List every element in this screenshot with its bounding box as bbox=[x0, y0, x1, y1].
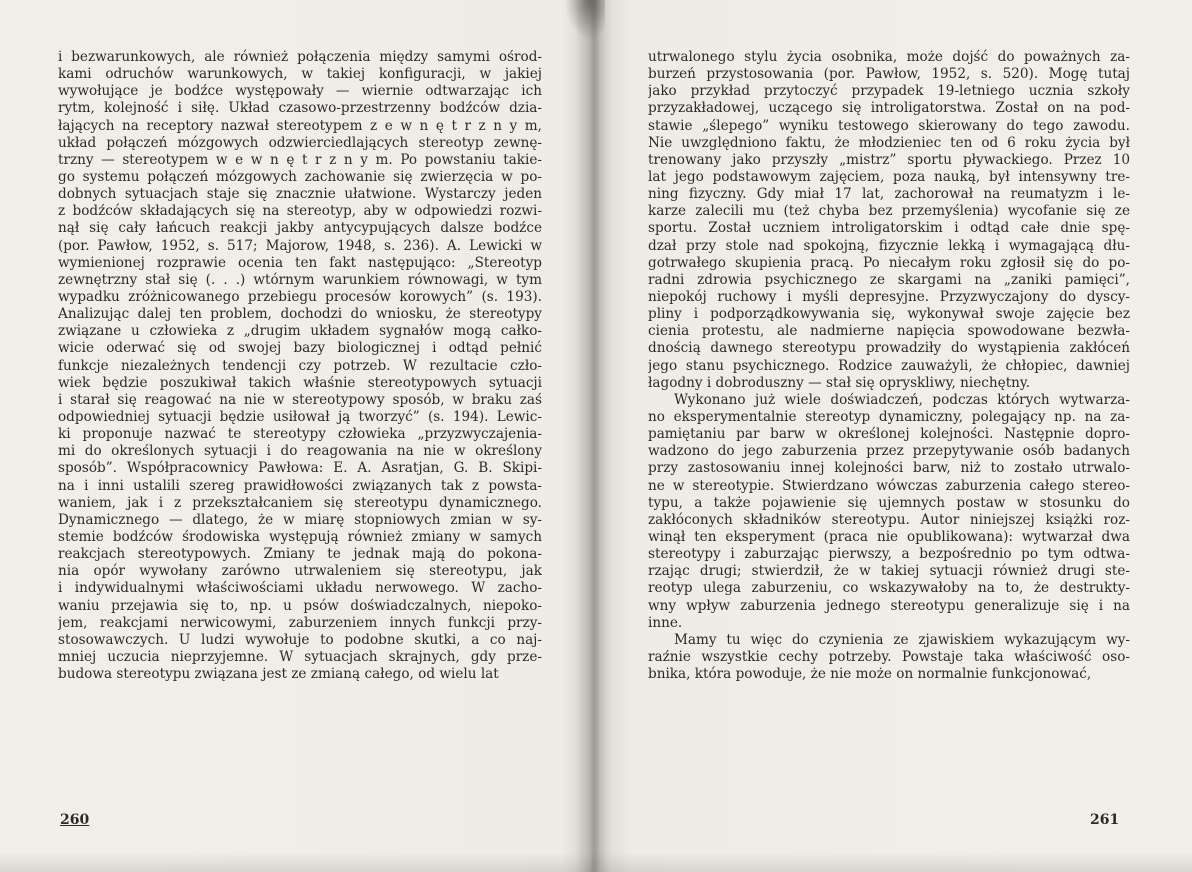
text-line: raźnie wszystkie cechy potrzeby. Powstaje taka właściwość oso- bbox=[648, 648, 1130, 665]
text-line: przy zastosowaniu innej kolejności barw, niż to zostało utrwalo- bbox=[648, 460, 1130, 477]
text-line: waniem, jak i z przekształcaniem się stereotypu dynamicznego. bbox=[58, 494, 542, 511]
text-line: jako przykład przytoczyć przypadek 19-letniego ucznia szkoły bbox=[648, 83, 1130, 100]
left-page bbox=[0, 0, 590, 872]
left-page-text bbox=[58, 49, 542, 683]
text-line: lat jego podstawowym zajęciem, poza nauką, był intensywny tre- bbox=[648, 168, 1130, 185]
text-line: nął się cały łańcuch reakcji jakby antycypujących dalsze bodźce bbox=[58, 220, 542, 237]
text-line: dobnych sytuacjach staje się znacznie ułatwione. Wystarczy jeden bbox=[58, 186, 542, 203]
text-line: jem, reakcjami nerwicowymi, zaburzeniem innych funkcji przy- bbox=[58, 614, 542, 631]
text-line: Dynamicznego — dlatego, że w miarę stopniowych zmian w sy- bbox=[58, 511, 542, 528]
text-line: gotrwałego skupienia pracą. Po niecałym roku zgłosił się do po- bbox=[648, 254, 1130, 271]
right-page-number: 261 bbox=[1090, 812, 1120, 828]
text-line: funkcje niezależnych tendencji czy potrzeb. W rezultacie czło- bbox=[58, 357, 542, 374]
text-line: przyzakładowej, uczącego się introligatorstwa. Został on na pod- bbox=[648, 100, 1130, 117]
text-line: utrwalonego stylu życia osobnika, może dojść do poważnych za- bbox=[648, 49, 1130, 65]
text-line: odpowiedniej sytuacji będzie usiłował ją tworzyć” (s. 194). Lewic- bbox=[58, 408, 542, 425]
text-line: rytm, kolejność i siłę. Układ czasowo-przestrzenny bodźców dzia- bbox=[58, 100, 542, 117]
text-line: dnością dawnego stereotypu prowadziły do wystąpienia zakłóceń bbox=[648, 340, 1130, 357]
text-line: stosowawczych. U ludzi wywołuje to podobne skutki, a co naj- bbox=[58, 631, 542, 648]
text-line: sportu. Został uczniem introligatorskim i odtąd całe dnie spę- bbox=[648, 220, 1130, 237]
text-line: mi do określonych sytuacji i do reagowania na nie w określony bbox=[58, 443, 542, 460]
text-line: Analizując dalej ten problem, dochodzi do wniosku, że stereotypy bbox=[58, 306, 542, 323]
text-line: stemie bodźców środowiska występują również zmiany w samych bbox=[58, 528, 542, 545]
text-line: wadzono do jego zaburzenia przez przepytywanie osób badanych bbox=[648, 443, 1130, 460]
text-line: karze zalecili mu (też chyba bez przemyślenia) wycofanie się ze bbox=[648, 203, 1130, 220]
text-line: i indywidualnymi właściwościami układu nerwowego. W zacho- bbox=[58, 580, 542, 597]
left-page-number: 260 bbox=[60, 812, 90, 828]
text-line: stereotypy i zaburzając pierwszy, a bezpośrednio po tym odtwa- bbox=[648, 546, 1130, 563]
text-line: ki proponuje nazwać te stereotypy człowieka „przyzwyczajenia- bbox=[58, 426, 542, 443]
text-line: waniu przejawia się to, np. u psów doświadczalnych, niepoko- bbox=[58, 597, 542, 614]
right-page-text bbox=[648, 49, 1130, 683]
text-line: Mamy tu więc do czynienia ze zjawiskiem wykazującym wy- bbox=[674, 631, 1130, 648]
text-line: pamiętaniu par barw w określonej kolejności. Następnie dopro- bbox=[648, 426, 1130, 443]
text-line: reotyp ulega zaburzeniu, co wskazywałoby na to, że destrukty- bbox=[648, 580, 1130, 597]
text-line: wiek będzie poszukiwał takich właśnie stereotypowych sytuacji bbox=[58, 374, 542, 391]
bottom-edge-shadow bbox=[0, 852, 1192, 872]
text-line: (por. Pawłow, 1952, s. 517; Majorow, 1948, s. 236). A. Lewicki w bbox=[58, 237, 542, 254]
text-line: kami odruchów warunkowych, w takiej konfiguracji, w jakiej bbox=[58, 66, 542, 83]
text-line: sposób”. Współpracownicy Pawłowa: E. A. Asratjan, G. B. Skipi- bbox=[58, 460, 542, 477]
text-line: nia opór wywołany zarówno utrwaleniem się stereotypu, jak bbox=[58, 563, 542, 580]
text-line: układ połączeń mózgowych odzwierciedlających stereotyp zewnę- bbox=[58, 134, 542, 151]
text-line: bnika, która powoduje, że nie może on normalnie funkcjonować, bbox=[648, 666, 1092, 683]
text-line: winął ten eksperyment (praca nie opublikowana): wytwarzał dwa bbox=[648, 528, 1130, 545]
book-gutter bbox=[575, 0, 611, 872]
text-line: Wykonano już wiele doświadczeń, podczas których wytwarza- bbox=[674, 391, 1130, 408]
text-line: typu, a także pojawienie się ujemnych postaw w stosunku do bbox=[648, 494, 1130, 511]
text-line: z bodźców składających się na stereotyp, aby w odpowiedzi rozwi- bbox=[58, 203, 542, 220]
text-line: wicie oderwać się od swojej bazy biologicznej i odtąd pełnić bbox=[58, 340, 542, 357]
text-line: budowa stereotypu związana jest ze zmianą całego, od wielu lat bbox=[58, 666, 499, 683]
text-line: wny wpływ zaburzenia jednego stereotypu generalizuje się i na bbox=[648, 597, 1130, 614]
text-line: burzeń przystosowania (por. Pawłow, 1952, s. 520). Mogę tutaj bbox=[648, 66, 1130, 83]
text-line: radni zdrowia psychicznego ze skargami na „zaniki pamięci”, bbox=[648, 271, 1130, 288]
right-page bbox=[596, 0, 1192, 872]
text-line: łagodny i dobroduszny — stał się opryskliwy, niechętny. bbox=[648, 374, 1031, 391]
text-line: reakcjach stereotypowych. Zmiany te jednak mają do pokona- bbox=[58, 546, 542, 563]
text-line: wywołujące je bodźce występowały — wiernie odtwarzając ich bbox=[58, 83, 542, 100]
text-line: trzny — stereotypem w e w n ę t r z n y m. Po powstaniu takie- bbox=[58, 151, 542, 168]
text-line: zewnętrzny stał się (. . .) wtórnym warunkiem równowagi, w tym bbox=[58, 271, 542, 288]
text-line: rzając drugi; stwierdził, że w takiej sytuacji również drugi ste- bbox=[648, 563, 1130, 580]
gutter-shadow bbox=[565, 0, 605, 40]
text-line: i starał się reagować na nie w stereotypowy sposób, w braku zaś bbox=[58, 391, 542, 408]
text-line: dzał przy stole nad spokojną, fizycznie lekką i wymagającą dłu- bbox=[648, 237, 1130, 254]
text-line: związane u człowieka z „drugim układem sygnałów mogą całko- bbox=[58, 323, 542, 340]
text-line: cienia protestu, ale nadmierne napięcia spowodowane bezwła- bbox=[648, 323, 1130, 340]
text-line: na i inni ustalili szereg prawidłowości związanych tak z powsta- bbox=[58, 477, 542, 494]
text-line: stawie „ślepego” wyniku testowego skierowany do tego zawodu. bbox=[648, 117, 1130, 134]
text-line: inne. bbox=[648, 614, 683, 631]
text-line: Nie uwzględniono faktu, że młodzieniec ten od 6 roku życia był bbox=[648, 134, 1130, 151]
text-line: wypadku zróżnicowanego przebiegu procesów korowych” (s. 193). bbox=[58, 288, 542, 305]
text-line: łających na receptory nazwał stereotypem z e w n ę t r z n y m, bbox=[58, 117, 542, 134]
text-line: ne w stereotypie. Stwierdzano wówczas zaburzenia całego stereo- bbox=[648, 477, 1130, 494]
text-line: mniej uczucia nieprzyjemne. W sytuacjach skrajnych, gdy prze- bbox=[58, 648, 542, 665]
text-line: no eksperymentalnie stereotyp dynamiczny, polegający np. na za- bbox=[648, 408, 1130, 425]
text-line: go systemu połączeń mózgowych zachowanie się zwierzęcia w po- bbox=[58, 168, 542, 185]
text-line: zakłóconych składników stereotypu. Autor niniejszej książki roz- bbox=[648, 511, 1130, 528]
text-line: jego stanu psychicznego. Rodzice zauważyli, że chłopiec, dawniej bbox=[648, 357, 1130, 374]
text-line: trenowany jako przyszły „mistrz” sportu pływackiego. Przez 10 bbox=[648, 151, 1130, 168]
text-line: pliny i podporządkowywania się, wykonywał swoje zajęcie bez bbox=[648, 306, 1130, 323]
text-line: ning fizyczny. Gdy miał 17 lat, zachorował na reumatyzm i le- bbox=[648, 186, 1130, 203]
text-line: niepokój ruchowy i myśli depresyjne. Przyzwyczajony do dyscy- bbox=[648, 288, 1130, 305]
text-line: wymienionej rozprawie ocenia ten fakt następująco: „Stereotyp bbox=[58, 254, 542, 271]
text-line: i bezwarunkowych, ale również połączenia między samymi ośrod- bbox=[58, 49, 542, 65]
